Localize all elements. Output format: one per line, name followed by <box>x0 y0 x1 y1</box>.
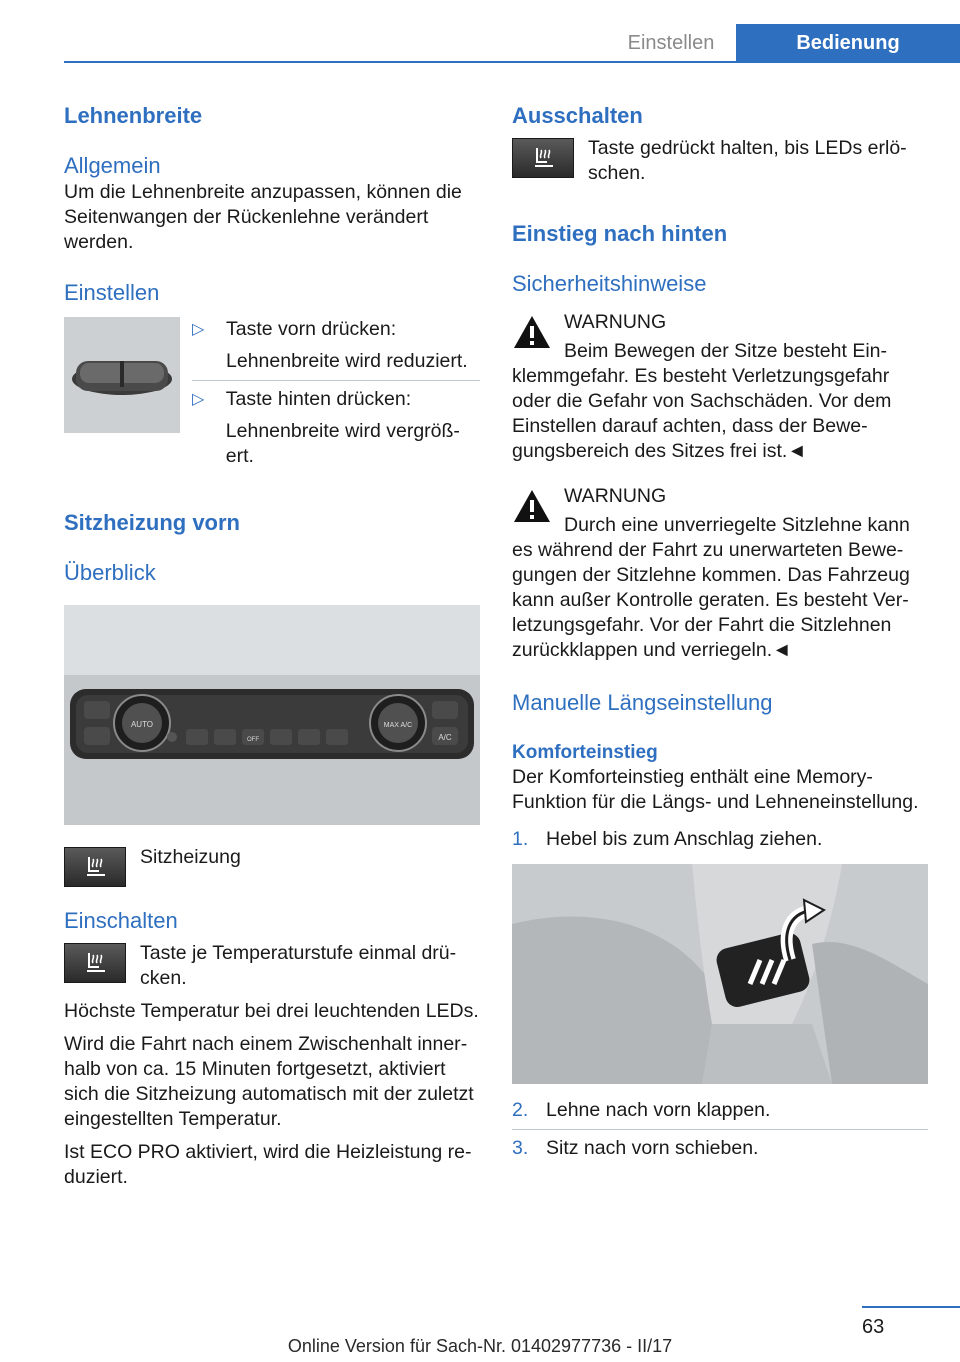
einstellen-bullets <box>192 317 480 469</box>
heading-ueberblick: Überblick <box>64 560 156 585</box>
bullet-line: Taste hinten drücken: <box>225 388 412 410</box>
bullet-item <box>192 387 480 469</box>
heading-einstieg: Einstieg nach hinten <box>512 221 728 246</box>
bullet-line: Lehnenbreite wird vergrößert. <box>225 420 460 467</box>
step-text: Sitz nach vorn schieben. <box>546 1137 759 1159</box>
step-number: 3. <box>512 1137 529 1159</box>
header-section-tab: Einstellen <box>627 32 715 54</box>
paragraph-allgemein: Um die Lehnenbreite anzupassen, können die Seitenwangen der Rückenlehne verändert werden. <box>64 181 462 253</box>
bullet-item <box>192 317 480 374</box>
heading-einstellen: Einstellen <box>64 280 160 305</box>
paragraph-zwischenhalt: Wird die Fahrt nach einem Zwischenhalt innerhalb von ca. 15 Minuten fortgesetzt, aktiviert sich die Sitzheizung automatisch mit der zuletzt eingestellten Temperatur. <box>64 1033 474 1130</box>
paragraph-hoechste: Höchste Temperatur bei drei leuchtenden LEDs. <box>64 1000 479 1022</box>
bullet-line: Lehnenbreite wird reduziert. <box>226 350 468 372</box>
panel-max-ac-label: MAX A/C <box>383 722 413 729</box>
header-rule <box>64 61 960 63</box>
footer-rule <box>862 1306 960 1308</box>
panel-auto-label: AUTO <box>130 720 154 729</box>
warning-block <box>512 484 928 663</box>
seat-heating-icon <box>85 951 107 975</box>
panel-ac-label: A/C <box>438 733 452 742</box>
seat-lever-image <box>512 864 928 1084</box>
warning-text: Beim Bewegen der Sitze besteht Einklemmgefahr. Es besteht Verletzungsgefahr oder die Gefahr von Sachschäden. Vor dem Einstellen darauf achten, dass der Bewegungsbereich des Sitzes frei ist.◄ <box>512 340 892 462</box>
backrest-button-image <box>64 317 180 433</box>
step-divider <box>512 1129 928 1130</box>
page-number: 63 <box>862 1316 885 1338</box>
step-text: Hebel bis zum Anschlag ziehen. <box>546 828 823 850</box>
bullet-line: Taste vorn drücken: <box>226 318 397 340</box>
heading-allgemein: Allgemein <box>64 153 161 178</box>
ausschalten-text: Taste gedrückt halten, bis LEDs erlöschen. <box>588 137 907 184</box>
seat-heating-button <box>64 943 126 983</box>
panel-off-label: OFF <box>247 737 259 743</box>
warning-text: Durch eine unverriegelte Sitzlehne kann es während der Fahrt zu unerwarteten Bewegungen der Sitzlehne kommen. Das Fahrzeug kann außer Kontrolle geraten. Es besteht Verletzungsgefahr. Vor der Fahrt die Sitzlehnen zurückklappen und verriegeln.◄ <box>512 514 910 661</box>
step-number: 1. <box>512 828 529 850</box>
bullet-divider <box>192 380 480 381</box>
heading-lehnenbreite: Lehnenbreite <box>64 103 203 128</box>
step-item <box>512 1136 928 1161</box>
seat-lever-drawing <box>512 864 928 1084</box>
warning-block <box>512 310 928 464</box>
header-chapter-tab: Bedienung <box>736 24 960 62</box>
heading-komfort: Komforteinstieg <box>512 742 658 763</box>
seat-heating-caption: Sitzheizung <box>140 846 241 868</box>
heading-sitzheizung: Sitzheizung vorn <box>64 510 240 535</box>
backrest-switch-icon <box>64 317 180 433</box>
heading-manuelle: Manuelle Längseinstellung <box>512 690 773 715</box>
left-column <box>64 98 480 1190</box>
seat-heating-button <box>64 847 126 887</box>
step-number: 2. <box>512 1099 529 1121</box>
right-column <box>512 98 928 1161</box>
online-version-note: Online Version für Sach-Nr. 01402977736 - II/17 <box>287 1336 673 1356</box>
paragraph-komfort: Der Komforteinstieg enthält eine Memory-Funktion für die Längs- und Lehneneinstellung. <box>512 766 919 813</box>
step-text: Lehne nach vorn klappen. <box>546 1099 771 1121</box>
einstellen-row <box>64 317 480 469</box>
paragraph-eco-pro: Ist ECO PRO aktiviert, wird die Heizleistung reduziert. <box>64 1141 472 1188</box>
warning-title: WARNUNG <box>564 485 667 507</box>
warning-title: WARNUNG <box>564 311 667 333</box>
einschalten-text: Taste je Temperaturstufe einmal drücken. <box>140 942 457 989</box>
step-item <box>512 827 928 852</box>
climate-panel-drawing <box>64 605 480 825</box>
seat-heating-icon <box>85 855 107 879</box>
seat-heating-button <box>512 138 574 178</box>
step-item <box>512 1098 928 1123</box>
warning-triangle-icon <box>512 488 552 524</box>
heading-einschalten: Einschalten <box>64 908 178 933</box>
heading-ausschalten: Ausschalten <box>512 103 643 128</box>
bullet-triangle-icon: ▷ <box>192 321 205 338</box>
einschalten-row <box>64 941 480 991</box>
warning-triangle-icon <box>512 314 552 350</box>
climate-panel-image <box>64 605 480 825</box>
seat-heating-icon <box>533 146 555 170</box>
heading-sicherheit: Sicherheitshinweise <box>512 271 707 296</box>
bullet-triangle-icon: ▷ <box>192 391 205 408</box>
sitzheizung-caption-row <box>64 845 480 887</box>
ausschalten-row <box>512 136 928 186</box>
